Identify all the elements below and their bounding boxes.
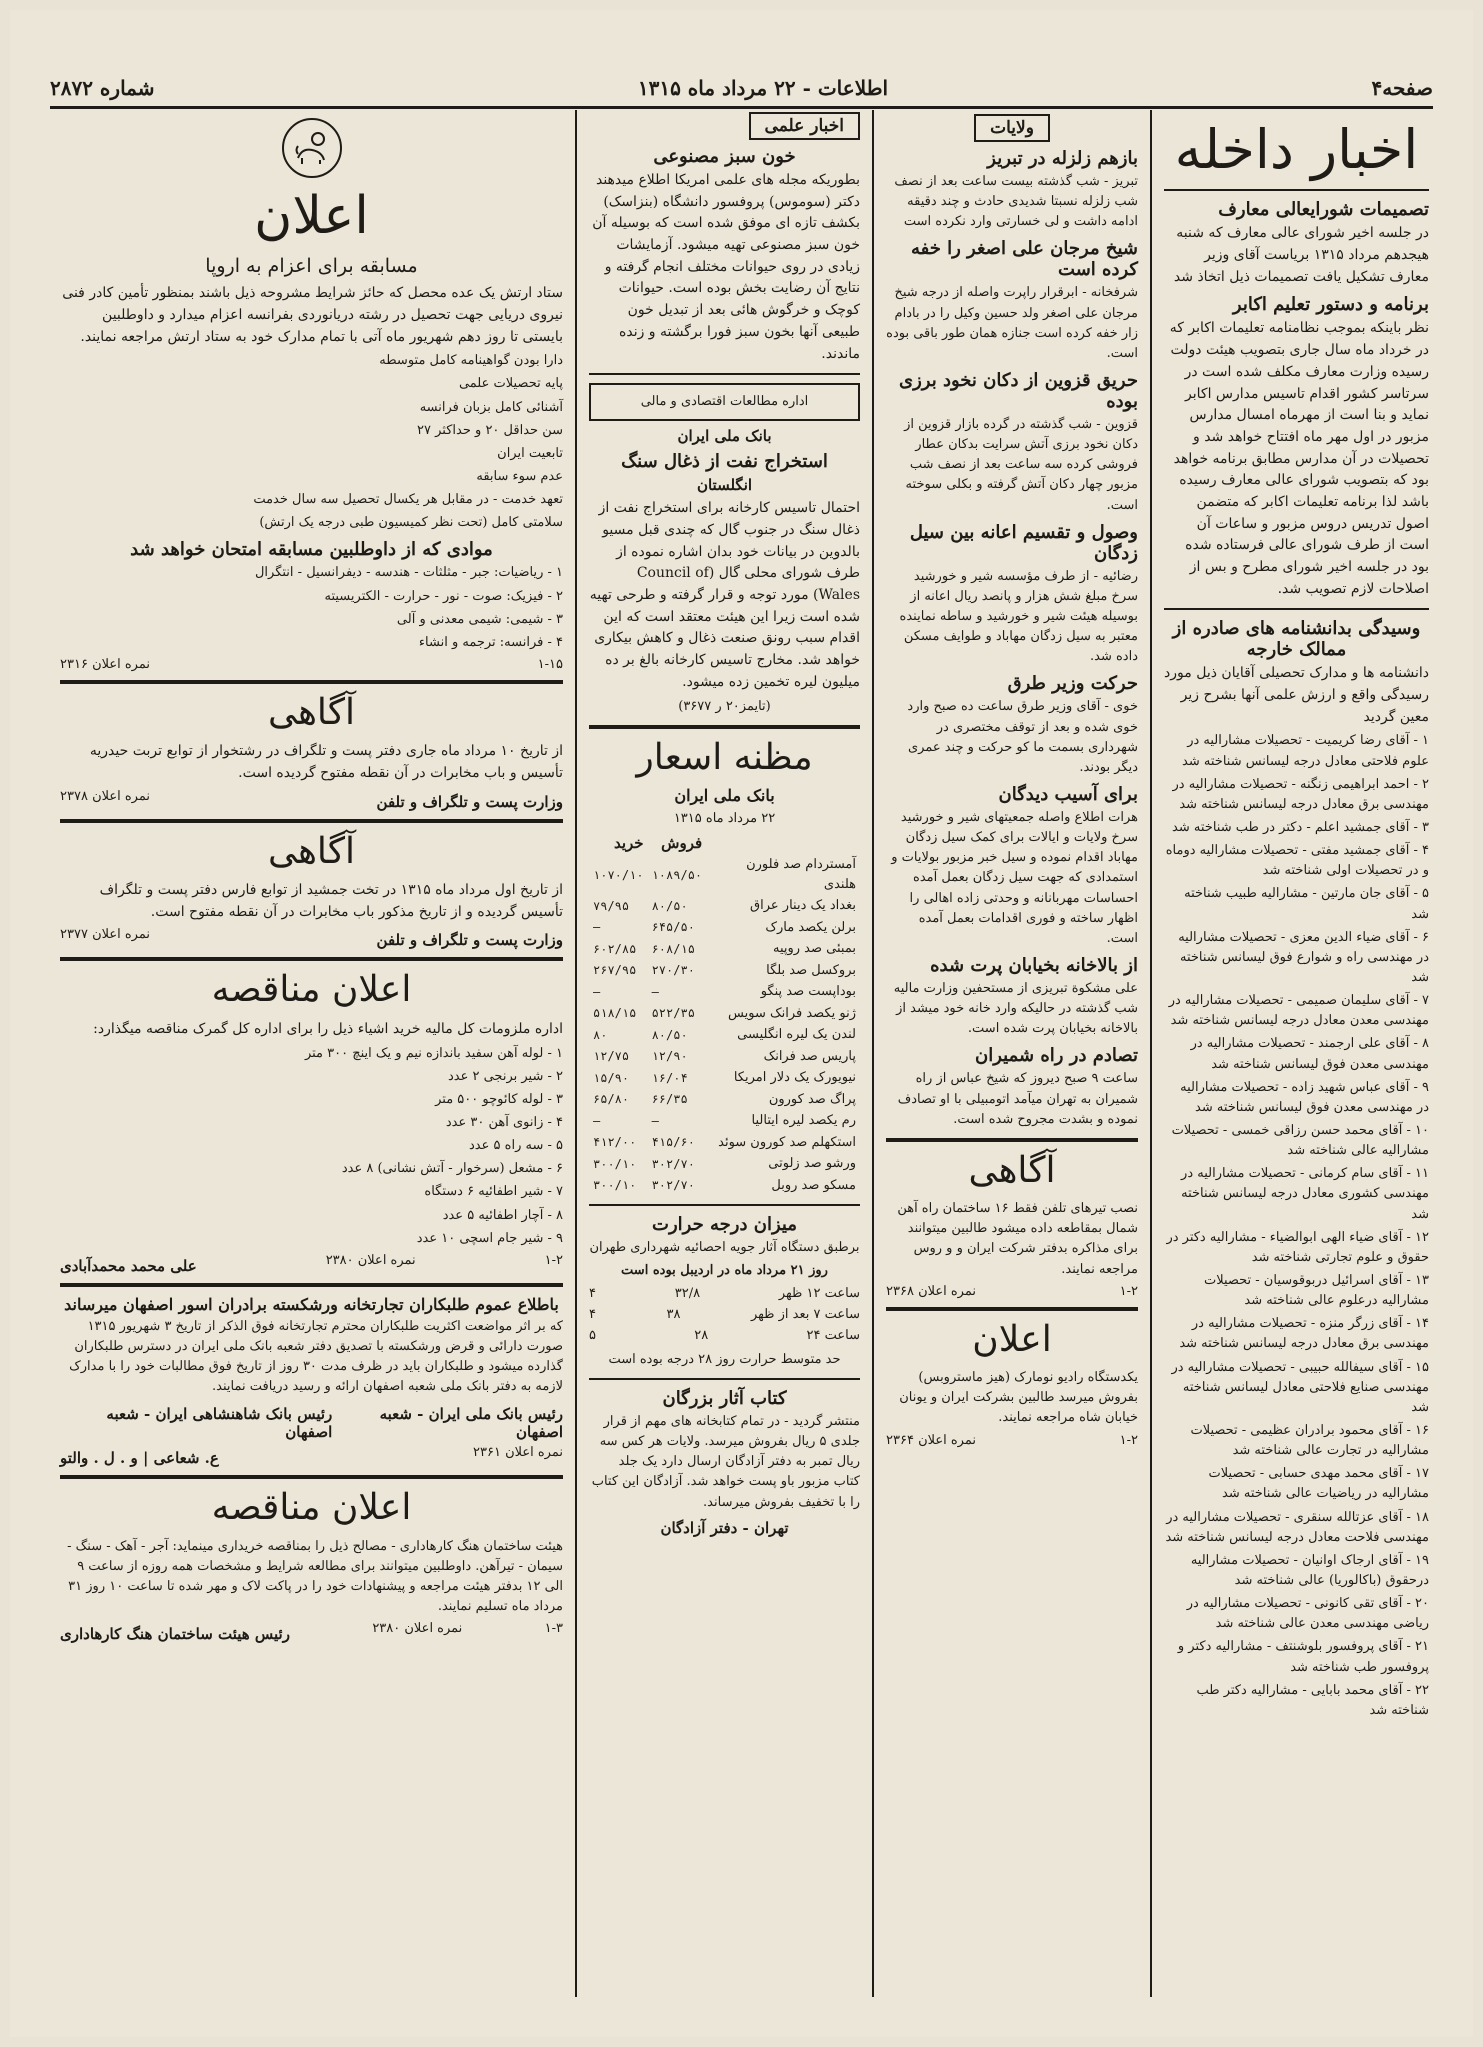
ad3-body: از تاریخ اول مرداد ماه ۱۳۱۵ در تخت جمشید از توابع فارس دفتر پست و تلگراف تأسیس گردیده و از تاریخ مذکور باب مخابرات در آن نقطه مفتوح است.: [99, 882, 563, 920]
sell-value: ۸۰/۵۰: [651, 1027, 688, 1042]
exchange-row: [589, 981, 860, 1003]
diploma-item: ۲۱ - آقای پروفسور بلوشنتف - مشارالیه دکتر و پروفسور طب شناخته شد: [1177, 1639, 1429, 1675]
diploma-item: ۱ - آقای رضا کریمیت - تحصیلات مشارالیه در علوم فلاحتی معادل درجه لیسانس شناخته شد: [1182, 733, 1429, 769]
masthead-domestic-news: اخبار داخله: [1174, 118, 1419, 181]
buy-value: ۱۵/۹۰: [593, 1070, 630, 1085]
currency-name: بغداد یک دینار عراق: [750, 898, 856, 914]
economy-label: اداره مطالعات اقتصادی و مالی: [640, 394, 809, 410]
page-header: [50, 54, 1433, 109]
province-item-title: تصادم در راه شمیران: [975, 1045, 1138, 1067]
exchange-row: [589, 1046, 860, 1068]
ad4-item: ۴ - زانوی آهن ۳۰ عدد: [445, 1114, 563, 1130]
ad5-sig-left: رئیس بانک ملی ایران - شعبه اصفهان: [379, 1405, 563, 1442]
province-item-title: حرکت وزیر طرق: [1007, 673, 1138, 695]
ad1-exam-item: ۳ - شیمی: شیمی معدنی و آلی: [396, 611, 563, 627]
ad1-requirement: تابعیت ایران: [497, 445, 563, 461]
newspaper-page: [10, 10, 1473, 2037]
ad5-title: باطلاع عموم طلبکاران تجارتخانه ورشکسته برادران اسور اصفهان میرساند: [64, 1294, 559, 1314]
column-right: [1154, 110, 1439, 1997]
ad1-requirement: عدم سوء سابقه: [476, 468, 563, 484]
province-item-title: بازهم زلزله در تبریز: [987, 148, 1138, 169]
diploma-item: ۷ - آقای سلیمان صمیمی - تحصیلات مشارالیه در مهندسی معدن معادل درجه لیسانس شناخته شد: [1168, 993, 1429, 1029]
ad4-item: ۳ - لوله کائوچو ۵۰۰ متر: [435, 1091, 563, 1107]
council-body: در جلسه اخیر شورای عالی معارف که شنبه هیجدهم مرداد ۱۳۱۵ بریاست آقای وزیر معارف تشکیل یافت تصمیمات ذیل اتخاذ شد: [1173, 225, 1429, 285]
prices-bank: بانک ملی ایران: [674, 786, 775, 806]
ad1-code: ۱-۱۵: [537, 656, 563, 672]
weather-v2: ۴: [589, 1286, 596, 1302]
program-title: برنامه و دستور تعلیم اکابر: [1232, 294, 1429, 316]
province-item-body: شرفخانه - ابرقرار راپرت واصله از درجه شیخ مرجان علی اصغر ولد حسین وکیل را در بادام زار خفه کرده است جنازه همان طور باقی بوده است.: [886, 285, 1138, 361]
diploma-item: ۱۶ - آقای محمود برادران عظیمی - تحصیلات مشارالیه در تجارت عالی شناخته شد: [1190, 1422, 1429, 1459]
sell-value: ۲۷۰/۳۰: [651, 963, 695, 978]
weather-label: ساعت ۷ بعد از ظهر: [750, 1307, 860, 1323]
currency-name: بمبئی صد روپیه: [772, 941, 856, 957]
province-item-title: از بالاخانه بخیابان پرت شده: [930, 954, 1138, 976]
buy-value: ۴۱۲/۰۰: [593, 1135, 637, 1150]
ad4-item: ۷ - شیر اطفائیه ۶ دستگاه: [424, 1184, 563, 1200]
ad5-ref: نمره اعلان ۲۳۶۱: [473, 1445, 563, 1461]
province-item-body: تبریز - شب گذشته بیست ساعت بعد از نصف شب زلزله نسبتا شدیدی حادث و چند دقیقه ادامه داشت و لی خسارتی وارد نکرده است: [894, 174, 1138, 230]
ad1-exam-title: موادی که از داوطلبین مسابقه امتحان خواهد شد: [130, 539, 493, 561]
buy-value: ۵۱۸/۱۵: [593, 1006, 637, 1021]
currency-name: آمستردام صد فلورن هلندی: [746, 857, 856, 892]
col-sell: فروش: [661, 834, 703, 853]
ad6-ref: نمره اعلان ۲۳۸۰: [372, 1621, 463, 1637]
buy-value: ۳۰۰/۱۰: [593, 1156, 637, 1171]
buy-value: ۱۰۷۰/۱۰: [593, 867, 644, 882]
provinces-label: ولایات: [974, 114, 1050, 142]
weather-sub: برطبق دستگاه آثار جویه احصائیه شهرداری طهران: [589, 1240, 860, 1256]
ad4-code: ۱-۲: [544, 1252, 563, 1268]
sell-value: ۶۰۸/۱۵: [651, 941, 695, 956]
buy-value: —: [593, 1113, 601, 1128]
ad3-ref: نمره اعلان ۲۳۷۷: [60, 927, 150, 943]
weather-v2: ۵: [589, 1328, 596, 1344]
buy-value: —: [593, 920, 601, 935]
column-divider: [872, 110, 874, 1997]
currency-name: ژنو یکصد فرانک سویس: [728, 1005, 856, 1021]
sell-value: ۴۱۵/۶۰: [651, 1135, 695, 1150]
sell-value: —: [651, 984, 659, 999]
diplomas-intro: دانشنامه ها و مدارک تحصیلی آقایان ذیل مورد رسیدگی واقع و ارزش علمی آنها بشرح زیر معین گردید: [1164, 665, 1429, 725]
column-mid-right: [876, 110, 1148, 1997]
provinces-news: [886, 148, 1138, 1130]
sell-value: ۱۲/۹۰: [651, 1049, 688, 1064]
currency-name: رم یکصد لیره ایتالیا: [751, 1113, 856, 1129]
sell-value: ۵۲۲/۳۵: [651, 1006, 695, 1021]
ad4-item: ۵ - سه راه ۵ عدد: [469, 1138, 563, 1154]
diploma-item: ۱۹ - آقای ارجاک اوانیان - تحصیلات مشارالیه درحقوق (باکالوریا) عالی شناخته شد: [1190, 1552, 1429, 1588]
agahi-ref: نمره اعلان ۲۳۶۸: [886, 1283, 976, 1299]
currency-name: نیویورک یک دلار امریکا: [733, 1070, 856, 1086]
col-buy: خرید: [613, 834, 644, 853]
ad1-requirement: سن حداقل ۲۰ و حداکثر ۲۷: [417, 422, 563, 438]
province-item-title: شیخ مرجان علی اصغر را خفه کرده است: [910, 238, 1138, 281]
weather-v2: ۴: [589, 1307, 596, 1323]
province-item-title: حریق قزوین از دکان نخود برزی بوده: [898, 369, 1138, 412]
sell-value: ۸۰/۵۰: [651, 898, 688, 913]
ad1-requirement: تعهد خدمت - در مقابل هر یکسال تحصیل سه سال خدمت: [253, 492, 563, 508]
ad1-requirements: [60, 351, 563, 533]
diploma-item: ۲ - احمد ابراهیمی زنگنه - تحصیلات مشارالیه در مهندسی برق معادل درجه لیسانس شناخته شد: [1172, 776, 1429, 812]
exchange-row: [589, 1089, 860, 1111]
economy-title: استخراج نفت از ذغال سنگ: [621, 451, 828, 473]
economy-country: انگلستان: [696, 476, 753, 495]
exchange-row: [589, 1003, 860, 1025]
book-sig: تهران - دفتر آزادگان: [660, 1518, 789, 1537]
agahi-code: ۱-۲: [1119, 1283, 1138, 1299]
exchange-table: [589, 832, 860, 1196]
diploma-list: [1164, 731, 1429, 1720]
weather-row: [589, 1284, 860, 1305]
ad1-requirement: آشنائی کامل بزبان فرانسه: [419, 399, 563, 415]
science-title: خون سبز مصنوعی: [653, 146, 796, 167]
ad2-body: از تاریخ ۱۰ مرداد ماه جاری دفتر پست و تلگراف در رشتخوار از توابع تربت حیدریه تأسیس و باب مخابرات در آن نقطه مفتوح گردیده است.: [89, 743, 563, 782]
sell-value: ۶۴۵/۵۰: [651, 920, 695, 935]
ad4-body: اداره ملزومات کل مالیه خرید اشیاء ذیل را برای اداره کل گمرک مناقصه میگذارد:: [93, 1020, 563, 1037]
weather-label: ساعت ۲۴: [806, 1328, 860, 1344]
date-line: اطلاعات - ۲۲ مرداد ماه ۱۳۱۵: [637, 76, 889, 100]
elan-code: ۱-۲: [1119, 1432, 1138, 1448]
exchange-row: [589, 960, 860, 982]
weather-label: ساعت ۱۲ ظهر: [778, 1286, 860, 1302]
ad5-body: که بر اثر مواضعت اکثریت طلبکاران محترم تجارتخانه فوق الذکر از تاریخ ۳ شهریور ۱۳۱۵ صورت دارائی و قرض ورشکسته با تصدیق دفتر شعبه بانک ملی ایران در دسترس طلبکاران گذارده میشود و طلبکاران باید در ظرف مدت ۳۰ روز از تاریخ فوق مطالبات خود را با مدارک لازمه به دفتر بانک ملی شعبه اصفهان ارائه و رسید دریافت نمایند.: [69, 1318, 563, 1395]
ad6-code: ۱-۳: [544, 1621, 563, 1637]
ad1-exam-item: ۲ - فیزیک: صوت - نور - حرارت - الکتریسیته: [324, 588, 563, 604]
diploma-item: ۱۱ - آقای سام کرمانی - تحصیلات مشارالیه در مهندسی کشوری معادل درجه لیسانس شناخته شد: [1181, 1166, 1429, 1222]
sell-value: ۳۰۲/۷۰: [651, 1156, 695, 1171]
exchange-row: [589, 1110, 860, 1132]
ad6-body: هیئت ساختمان هنگ کارهاداری - مصالح ذیل را بمناقصه خریداری مینماید: آجر - آهک - سنگ - سیمان - تیرآهن. داوطلبین میتوانند برای مطالعه شرایط و مشخصات همه روزه از ساعت ۹ الی ۱۲ بدفتر هیئت مراجعه و پیشنهادات خود را در پاکت لاک و مهر شده تا ساعت ۱۰ روز ۳۱ مرداد ماه تسلیم نمایند.: [67, 1538, 563, 1615]
diploma-item: ۱۳ - آقای اسرائیل دربوقوسیان - تحصیلات مشارالیه درعلوم عالی شناخته شد: [1203, 1272, 1429, 1309]
ad4-sig: علی محمد محمدآبادی: [60, 1256, 197, 1275]
column-divider: [1150, 110, 1152, 1997]
elan-body: یکدستگاه رادیو نومارک (هیز ماستروبس) بفروش میرسد طالبین بشرکت ایران و یونان خیابان شاه مراجعه نمایند.: [899, 1370, 1138, 1426]
ad3-sig: وزارت پست و تلگراف و تلفن: [376, 931, 563, 950]
weather-row: [589, 1305, 860, 1326]
diploma-item: ۸ - آقای علی ارجمند - تحصیلات مشارالیه در مهندسی معدن فوق لیسانس شناخته شد: [1190, 1036, 1429, 1072]
currency-name: برلن یکصد مارک: [765, 919, 856, 935]
province-item-title: برای آسیب دیدگان: [998, 783, 1138, 805]
ad1-body: ستاد ارتش یک عده محصل که حائز شرایط مشروحه ذیل باشند بمنظور تأمین کادر فنی نیروی دریایی جهت تحصیل در رشته دریانوردی بفرانسه اعزام میدارد و داوطلبین بایستی تا روز دهم شهریور ماه آتی با تمام مدارک خود به ستاد ارتش مراجعه نمایند.: [62, 285, 563, 345]
ad4-title: اعلان مناقصه: [211, 969, 412, 1011]
ad6-sig: رئیس هیئت ساختمان هنگ کارهاداری: [60, 1625, 290, 1644]
ad1-requirement: سلامتی کامل (تحت نظر کمیسیون طبی درجه یک ارتش): [259, 515, 563, 531]
sell-value: —: [651, 1113, 659, 1128]
ad6-title: اعلان مناقصه: [211, 1487, 412, 1529]
ad4-item: ۹ - شیر جام اسچی ۱۰ عدد: [416, 1230, 563, 1246]
ad4-items: [60, 1044, 563, 1249]
currency-name: ورشو صد زلوتی: [768, 1156, 856, 1172]
diploma-item: ۵ - آقای جان مارتین - مشارالیه طبیب شناخته شد: [1184, 886, 1429, 922]
ad1-subtitle: مسابقه برای اعزام به اروپا: [205, 255, 418, 278]
exchange-row: [589, 1175, 860, 1197]
weather-row: [589, 1326, 860, 1347]
diploma-item: ۱۸ - آقای عزتالله سنقری - تحصیلات مشارالیه در مهندسی فلاحت معادل درجه لیسانس شناخته شد: [1165, 1509, 1429, 1545]
diplomas-title: وسیدگی بدانشنامه های صادره از ممالک خارجه: [1172, 618, 1421, 661]
ad1-ref: نمره اعلان ۲۳۱۶: [60, 656, 150, 672]
exchange-row: [589, 917, 860, 939]
diploma-item: ۶ - آقای ضیاء الدین معزی - تحصیلات مشارالیه در مهندسی راه و شوارع فوق لیسانس شناخته شد: [1178, 929, 1429, 985]
ad4-item: ۲ - شیر برنجی ۲ عدد: [447, 1068, 563, 1084]
issue-number: شماره ۲۸۷۲: [50, 76, 155, 100]
ad4-item: ۸ - آچار اطفائیه ۵ عدد: [442, 1207, 563, 1223]
weather-v1: ۳۲/۸: [674, 1286, 701, 1302]
exchange-row: [589, 938, 860, 960]
page-number: صفحه۴: [1371, 76, 1433, 100]
sell-value: ۳۰۲/۷۰: [651, 1178, 695, 1193]
diploma-item: ۱۵ - آقای سیفالله حبیبی - تحصیلات مشارالیه در مهندسی صنایع فلاحتی معادل لیسانس شناخته شد: [1171, 1359, 1429, 1415]
weather-line: روز ۲۱ مرداد ماه در اردیبل بوده است: [621, 1263, 828, 1279]
weather-table: [589, 1284, 860, 1346]
ad4-item: ۱ - لوله آهن سفید باندازه نیم و یک اینچ ۳۰۰ متر: [304, 1045, 563, 1061]
science-label: اخبار علمی: [749, 112, 860, 140]
province-item-body: ساعت ۹ صبح دیروز که شیخ عباس از راه شمیران به تهران میآمد اتومبیلی با او تصادف نموده و بشدت مجروح شده است.: [897, 1071, 1138, 1127]
currency-name: بوداپست صد پنگو: [760, 984, 856, 1000]
exchange-row: [589, 1153, 860, 1175]
exchange-row: [589, 895, 860, 917]
ad2-sig: وزارت پست و تلگراف و تلفن: [376, 792, 563, 811]
province-item-body: خوی - آقای وزیر طرق ساعت ده صبح وارد خوی شده و بعد از توقف مختصری در شهرداری بسمت ما کو حرکت و چند عمری دیگر بودند.: [907, 699, 1138, 775]
ad1-requirement: پایه تحصیلات علمی: [458, 376, 563, 392]
ad2-title: آگاهی: [267, 691, 356, 733]
ad4-ref: نمره اعلان ۲۳۸۰: [325, 1252, 416, 1268]
buy-value: ۶۵/۸۰: [593, 1092, 630, 1107]
book-title: کتاب آثار بزرگان: [662, 1388, 787, 1409]
book-body: منتشر گردید - در تمام کتابخانه های مهم از قرار جلدی ۵ ریال بفروش میرسد. ولایات هر کس سه ریال تمبر به دفتر آزادگان ارسال دارد یک جلد کتاب مزبور باو پست خواهد شد. آزادگان این کتاب را با تخفیف بفروش میرساند.: [591, 1414, 860, 1510]
economy-ref: (تایمز۲۰ ر ۳۶۷۷): [678, 698, 771, 714]
exchange-row: [589, 854, 860, 895]
buy-value: ۷۹/۹۵: [593, 898, 630, 913]
diploma-item: ۹ - آقای عباس شهید زاده - تحصیلات مشارالیه در مهندسی معدن فوق لیسانس شناخته شد: [1180, 1079, 1429, 1115]
council-title: تصمیمات شورایعالی معارف: [1218, 199, 1429, 221]
ad1-exam-item: ۴ - فرانسه: ترجمه و انشاء: [418, 634, 563, 650]
elan-title: اعلان: [972, 1318, 1052, 1360]
diploma-item: ۴ - آقای جمشید مفتی - تحصیلات مشارالیه دوماه و در تحصیلات اولی شناخته شد: [1165, 843, 1429, 879]
exchange-row: [589, 1024, 860, 1046]
weather-title: میزان درجه حرارت: [652, 1214, 797, 1236]
ad1-requirement: دارا بودن گواهینامه کامل متوسطه: [379, 353, 563, 369]
weather-v1: ۲۸: [694, 1328, 709, 1344]
lion-and-sun-emblem-icon: [282, 118, 342, 178]
currency-name: پاریس صد فرانک: [763, 1048, 856, 1064]
currency-name: مسکو صد روبل: [771, 1177, 856, 1193]
sell-value: ۱۰۸۹/۵۰: [651, 867, 703, 882]
exchange-row: [589, 1067, 860, 1089]
diploma-item: ۱۰ - آقای محمد حسن رزاقی خمسی - تحصیلات مشارالیه عالی شناخته شد: [1171, 1122, 1429, 1159]
ad4-item: ۶ - مشعل (سرخوار - آتش نشانی) ۸ عدد: [341, 1161, 563, 1177]
weather-v1: ۳۸: [666, 1307, 681, 1323]
weather-footer: حد متوسط حرارت روز ۲۸ درجه بوده است: [608, 1351, 841, 1367]
province-item-body: قزوین - شب گذشته در گرده بازار قزوین از دکان نخود برزی آتش سرایت بدکان عطار فروشی کرده سه ساعت بعد از نصف شب مزبور چهار دکان آتش گرفته و بکلی سوخته است.: [904, 416, 1138, 513]
sell-value: ۱۶/۰۴: [651, 1070, 688, 1085]
exchange-row: [589, 1132, 860, 1154]
buy-value: ۱۲/۷۵: [593, 1049, 630, 1064]
economy-body: احتمال تاسیس کارخانه برای استخراج نفت از ذغال سنگ در جنوب گال که چندی قبل مسیو بالدوین در بیانات خود بدان اشاره نموده از طرف شورای محلی گال (Council of Wales) مورد توجه و قرار گرفته و طرحی تهیه شده است زیرا این هیئت معتقد است که این اقدام سبب رونق صنعت ذغال و کاهش بیکاری خواهد شد. مخارج تاسیس کارخانه بالغ بر ده میلیون لیره تخمین زده میشود.: [589, 500, 860, 690]
province-item-body: هرات اطلاع واصله جمعیتهای شیر و خورشید سرخ ولایات و ایالات برای کمک سیل زدگان مهاباد اقدام نموده و سیل خبر مزبور بولایات و استمدادی که جهت سیل زدگان بعمل آمده احساسات مهربانانه و وحدتی زاده اهالی را اظهار ساخته و فوری اقدامات بعمل آمده است.: [891, 809, 1138, 946]
province-item-body: علی مشکوة تبریزی از مستحفین وزارت مالیه شب گذشته در حالیکه وارد خانه خود میشد از بالاخانه بخیابان پرت شده است.: [893, 980, 1138, 1037]
diploma-item: ۲۰ - آقای تقی کانونی - تحصیلات مشارالیه در ریاضی مهندسی معدن عالی شناخته شد: [1186, 1596, 1429, 1632]
buy-value: —: [593, 984, 601, 999]
science-body: بطوریکه مجله های علمی امریکا اطلاع میدهند دکتر (سوموس) پروفسور دانشگاه (بنزاسک) بکشف تازه ای موفق شده است که بوسیله آن خون سبز مصنوعی تهیه میشود. آزمایشات زیادی در روی حیوانات مختلف انجام گرفته و نتایج آن رضایت بخش بوده است. حیوانات کوچک و خرگوش هائی بعد از تبدیل خون طبیعی آنها بخون سبز فورا برگشته و زنده ماندند.: [592, 172, 860, 362]
currency-name: بروکسل صد بلگا: [766, 962, 856, 978]
sell-value: ۶۶/۳۵: [651, 1092, 688, 1107]
currency-name: استکهلم صد کورون سوئد: [718, 1134, 856, 1150]
ad5-sig-names: ع. شعاعی | و . ل . والتو: [60, 1449, 219, 1468]
column-left: [50, 110, 573, 1997]
ad3-title: آگاهی: [267, 830, 356, 872]
column-mid-left: [579, 110, 870, 1997]
buy-value: ۲۶۷/۹۵: [593, 963, 637, 978]
diploma-item: ۱۲ - آقای ضیاء الهی ابوالضیاء - مشارالیه دکتر در حقوق و علوم تجارتی شناخته شد: [1166, 1229, 1429, 1265]
agahi-title: آگاهی: [968, 1149, 1056, 1191]
prices-title: مظنه اسعار: [636, 736, 813, 778]
diploma-item: ۱۴ - آقای زرگر منزه - تحصیلات مشارالیه در مهندسی برق معادل درجه لیسانس شناخته شد: [1179, 1316, 1429, 1352]
column-divider: [575, 110, 577, 1997]
prices-date: ۲۲ مرداد ماه ۱۳۱۵: [673, 811, 776, 827]
province-item-body: رضائیه - از طرف مؤسسه شیر و خورشید سرخ مبلغ شش هزار و پانصد ریال اعانه از بوسیله هیئت شیر و خورشید و ساطه نماینده معتبر به سیل زدگان مهاباد و طوایف مسکن داده شد.: [899, 568, 1138, 665]
currency-name: پراگ صد کورون: [768, 1091, 856, 1107]
ad2-ref: نمره اعلان ۲۳۷۸: [60, 788, 150, 804]
province-item-title: وصول و تقسیم اعانه بین سیل زدگان: [909, 521, 1138, 564]
diploma-item: ۲۲ - آقای محمد بابایی - مشارالیه دکتر طب شناخته شد: [1196, 1682, 1429, 1718]
economy-source: بانک ملی ایران: [677, 427, 772, 446]
buy-value: ۶۰۲/۸۵: [593, 941, 637, 956]
buy-value: ۳۰۰/۱۰: [593, 1178, 637, 1193]
program-body: نظر باینکه بموجب نظامنامه تعلیمات اکابر که در خرداد ماه سال جاری بتصویب هیئت دولت رسیده وزارت معارف مکلف شده است در سرتاسر کشور اقدام تاسیس مدارس اکابر نماید و بنا است از مهرماه امسال مدارس مزبور در اول مهر ماه افتتاح خواهد شد و تحصیلات در آن مدارس مطابق برنامه خواهد بود که بتصویب شورای عالی معارف رسیده باشد لذا برنامه تعلیمات اکابر که متضمن اصول تدریس دروس مزبور و ساعات آن است از طرف شورای عالی فرستاده شده بود در جلسه اخیر شورای مطرح و بس از اصلاحات لازم تصویب شد.: [1169, 320, 1429, 597]
diploma-item: ۱۷ - آقای محمد مهدی حسابی - تحصیلات مشارالیه در ریاضیات عالی شناخته شد: [1208, 1466, 1429, 1502]
agahi-body: نصب تیرهای تلفن فقط ۱۶ ساختمان راه آهن شمال بمقاطعه داده میشود طالبین میتوانند برای مذاکره بدفتر شرکت ایران و و روس مراجعه نمایند.: [897, 1201, 1138, 1277]
ad5-sig-right: رئیس بانک شاهنشاهی ایران - شعبه اصفهان: [106, 1405, 333, 1442]
currency-name: لندن یک لیره انگلیسی: [737, 1027, 856, 1043]
diploma-item: ۳ - آقای جمشید اعلم - دکتر در طب شناخته شد: [1172, 820, 1429, 836]
ad1-exam-list: [60, 563, 563, 653]
elan-ref: نمره اعلان ۲۳۶۴: [886, 1432, 976, 1448]
ad1-title: اعلان: [254, 186, 369, 246]
ad1-exam-item: ۱ - ریاضیات: جبر - مثلثات - هندسه - دیفرانسیل - انتگرال: [254, 565, 563, 581]
buy-value: ۸۰: [593, 1027, 608, 1042]
